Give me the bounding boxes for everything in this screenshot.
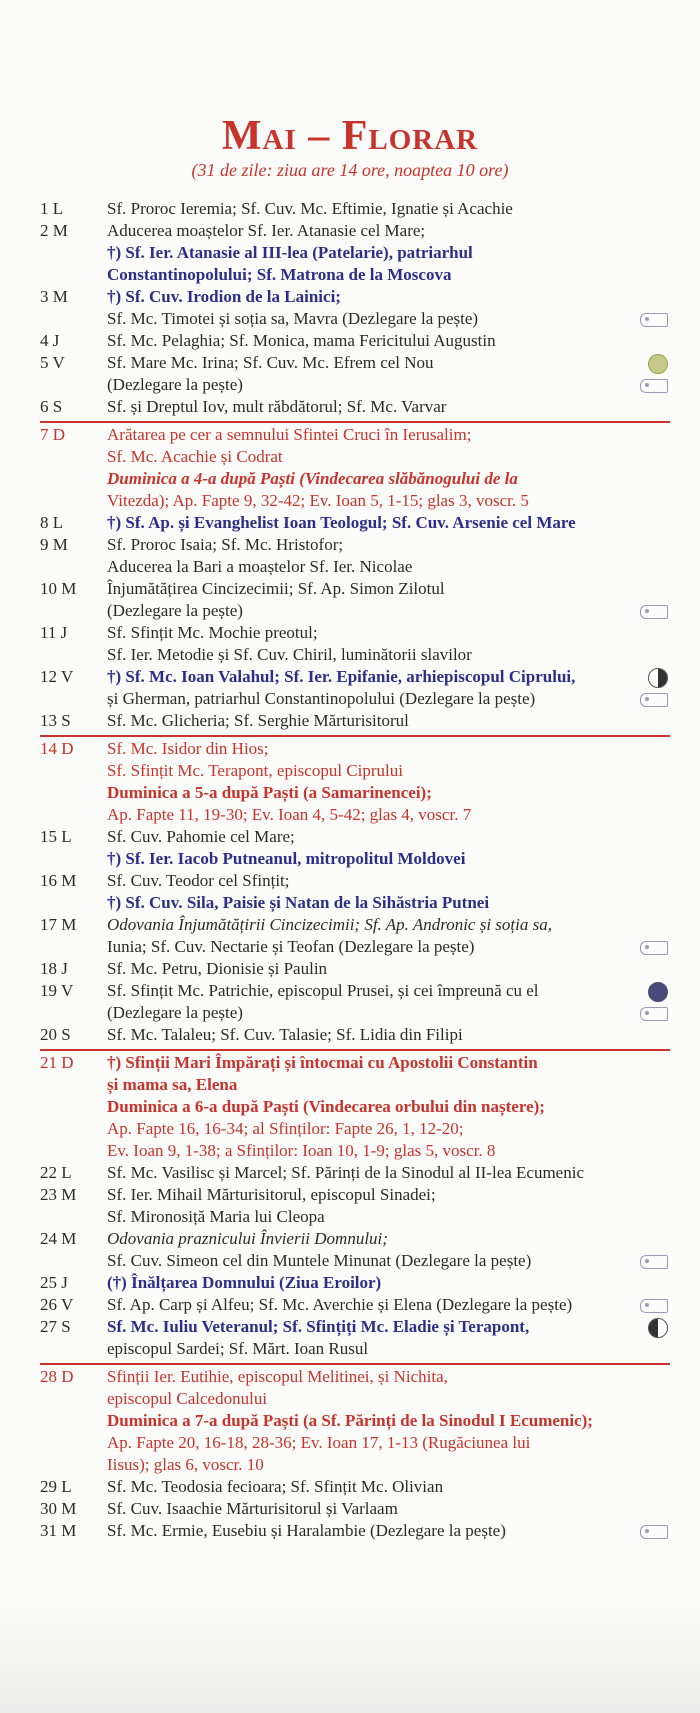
day-label: 31 M	[40, 1521, 77, 1540]
day-entries	[107, 1184, 670, 1228]
day-row	[40, 1184, 670, 1228]
day-label: 14 D	[40, 739, 74, 758]
entry-line: (Dezlegare la pește)	[107, 375, 243, 394]
entry-line: Sf. Mc. Timotei și soția sa, Mavra (Dezlegare la pește)	[107, 309, 479, 328]
day-entries	[107, 286, 670, 330]
entry-line: Sf. Mc. Ermie, Eusebiu și Haralambie (Dezlegare la pește)	[107, 1521, 506, 1540]
entry-line: Sf. Mironosiță Maria lui Cleopa	[107, 1207, 325, 1226]
entry-line: Constantinopolului; Sf. Matrona de la Moscova	[107, 265, 452, 284]
day-label: 27 S	[40, 1317, 71, 1336]
day-row	[40, 421, 670, 512]
day-label: 19 V	[40, 981, 74, 1000]
day-row	[40, 330, 670, 352]
entry-line: Sf. Cuv. Simeon cel din Muntele Minunat (Dezlegare la pește)	[107, 1251, 532, 1270]
entry-line: Sf. Mc. Isidor din Hios;	[107, 739, 269, 758]
day-entries	[107, 914, 670, 958]
entry-line: Sf. Mc. Teodosia fecioara; Sf. Sfințit Mc. Olivian	[107, 1477, 444, 1496]
fish-icon	[640, 1299, 668, 1313]
day-label: 21 D	[40, 1053, 74, 1072]
page-title: Mai – Florar	[221, 113, 479, 159]
page-bottom-shadow	[0, 1600, 700, 1713]
day-label: 28 D	[40, 1367, 74, 1386]
day-row	[40, 958, 670, 980]
entry-line: †) Sf. Ier. Iacob Putneanul, mitropolitul Moldovei	[107, 849, 466, 868]
entry-line: (Dezlegare la pește)	[107, 601, 243, 620]
day-entries	[107, 1366, 670, 1476]
day-row	[40, 735, 670, 826]
day-label: 5 V	[40, 353, 65, 372]
entry-line: Aducerea moaștelor Sf. Ier. Atanasie cel Mare;	[107, 221, 426, 240]
fish-icon	[640, 313, 668, 327]
day-entries	[107, 622, 670, 666]
entry-line: Duminica a 4-a după Paști (Vindecarea slăbănogului de la	[107, 469, 518, 488]
day-row	[40, 1272, 670, 1294]
entry-line: Arătarea pe cer a semnului Sfintei Cruci în Ierusalim;	[107, 425, 472, 444]
entry-line: Duminica a 7-a după Paști (a Sf. Părinți de la Sinodul I Ecumenic);	[107, 1411, 593, 1430]
fish-icon	[640, 1255, 668, 1269]
entry-line: Ev. Ioan 9, 1-38; a Sfinților: Ioan 10, 1-9; glas 5, voscr. 8	[107, 1141, 496, 1160]
entry-line: (†) Înălțarea Domnului (Ziua Eroilor)	[107, 1273, 382, 1292]
day-entries	[107, 198, 670, 220]
day-entries	[107, 1498, 670, 1520]
day-label: 22 L	[40, 1163, 72, 1182]
day-label: 20 S	[40, 1025, 71, 1044]
day-label: 26 V	[40, 1295, 74, 1314]
entry-line: Ap. Fapte 11, 19-30; Ev. Ioan 4, 5-42; glas 4, voscr. 7	[107, 805, 472, 824]
entry-line: Iunia; Sf. Cuv. Nectarie și Teofan (Dezlegare la pește)	[107, 937, 475, 956]
day-label: 25 J	[40, 1273, 68, 1292]
entry-line: Odovania Înjumătățirii Cincizecimii; Sf. Ap. Andronic și soția sa,	[107, 915, 552, 934]
day-row	[40, 1316, 670, 1360]
day-row	[40, 914, 670, 958]
day-row	[40, 980, 670, 1024]
entry-line: Înjumătățirea Cincizecimii; Sf. Ap. Simon Zilotul	[107, 579, 445, 598]
day-label: 13 S	[40, 711, 71, 730]
day-label: 9 M	[40, 535, 68, 554]
entry-line: Aducerea la Bari a moaștelor Sf. Ier. Nicolae	[107, 557, 413, 576]
day-row	[40, 1162, 670, 1184]
day-entries	[107, 1024, 670, 1046]
day-entries	[107, 578, 670, 622]
day-entries	[107, 870, 670, 914]
day-entries	[107, 738, 670, 826]
moon-new-icon	[648, 354, 668, 374]
entry-line: Sf. Mc. Iuliu Veteranul; Sf. Sfințiți Mc. Eladie și Terapont,	[107, 1317, 530, 1336]
fish-icon	[640, 1525, 668, 1539]
day-label: 4 J	[40, 331, 60, 350]
fish-icon	[640, 941, 668, 955]
entry-line: Ap. Fapte 20, 16-18, 28-36; Ev. Ioan 17, 1-13 (Rugăciunea lui	[107, 1433, 531, 1452]
day-label: 2 M	[40, 221, 68, 240]
day-label: 11 J	[40, 623, 68, 642]
entry-line: Sf. Proroc Ieremia; Sf. Cuv. Mc. Eftimie, Ignatie și Acachie	[107, 199, 513, 218]
day-entries	[107, 396, 670, 418]
entry-line: Sf. și Dreptul Iov, mult răbdătorul; Sf. Mc. Varvar	[107, 397, 447, 416]
day-entries	[107, 958, 670, 980]
entry-line: †) Sf. Ap. și Evanghelist Ioan Teologul; Sf. Cuv. Arsenie cel Mare	[107, 513, 576, 532]
day-entries	[107, 424, 670, 512]
day-entries	[107, 1520, 670, 1542]
day-row	[40, 622, 670, 666]
day-label: 8 L	[40, 513, 64, 532]
day-label: 30 M	[40, 1499, 77, 1518]
page-subtitle: (31 de zile: ziua are 14 ore, noaptea 10 ore)	[191, 160, 509, 180]
day-label: 17 M	[40, 915, 77, 934]
day-entries	[107, 220, 670, 286]
day-label: 10 M	[40, 579, 77, 598]
day-row	[40, 710, 670, 732]
day-row	[40, 512, 670, 534]
day-entries	[107, 1052, 670, 1162]
moon-last-quarter-icon	[648, 1318, 668, 1338]
calendar-list	[40, 198, 670, 1542]
entry-line: †) Sf. Mc. Ioan Valahul; Sf. Ier. Epifanie, arhiepiscopul Ciprului,	[107, 667, 576, 686]
day-label: 18 J	[40, 959, 68, 978]
entry-line: Sf. Cuv. Isaachie Mărturisitorul și Varlaam	[107, 1499, 398, 1518]
day-row	[40, 1024, 670, 1046]
day-row	[40, 198, 670, 220]
entry-line: Sfinții Ier. Eutihie, episcopul Melitinei, și Nichita,	[107, 1367, 448, 1386]
day-row	[40, 1294, 670, 1316]
day-label: 24 M	[40, 1229, 77, 1248]
day-row	[40, 1228, 670, 1272]
day-label: 16 M	[40, 871, 77, 890]
entry-line: Sf. Mc. Vasilisc și Marcel; Sf. Părinți de la Sinodul al II-lea Ecumenic	[107, 1163, 584, 1182]
entry-line: Odovania praznicului Învierii Domnului;	[107, 1229, 388, 1248]
day-entries	[107, 352, 670, 396]
entry-line: Sf. Mare Mc. Irina; Sf. Cuv. Mc. Efrem cel Nou	[107, 353, 434, 372]
day-entries	[107, 1228, 670, 1272]
day-label: 3 M	[40, 287, 68, 306]
entry-line: episcopul Calcedonului	[107, 1389, 268, 1408]
fish-icon	[640, 605, 668, 619]
day-label: 12 V	[40, 667, 74, 686]
day-label: 29 L	[40, 1477, 72, 1496]
entry-line: Sf. Ap. Carp și Alfeu; Sf. Mc. Averchie și Elena (Dezlegare la pește)	[107, 1295, 573, 1314]
entry-line: Sf. Mc. Acachie și Codrat	[107, 447, 283, 466]
entry-line: Duminica a 5-a după Paști (a Samarinencei);	[107, 783, 432, 802]
day-row	[40, 1520, 670, 1542]
day-label: 23 M	[40, 1185, 77, 1204]
entry-line: și mama sa, Elena	[107, 1075, 238, 1094]
entry-line: Sf. Cuv. Pahomie cel Mare;	[107, 827, 295, 846]
moon-full-icon	[648, 982, 668, 1002]
day-row	[40, 826, 670, 870]
day-entries	[107, 826, 670, 870]
entry-line: Sf. Ier. Metodie și Sf. Cuv. Chiril, luminătorii slavilor	[107, 645, 472, 664]
day-row	[40, 1049, 670, 1162]
day-row	[40, 1498, 670, 1520]
day-row	[40, 578, 670, 622]
day-label: 1 L	[40, 199, 64, 218]
entry-line: Sf. Proroc Isaia; Sf. Mc. Hristofor;	[107, 535, 344, 554]
day-label: 7 D	[40, 425, 66, 444]
day-entries	[107, 1316, 670, 1360]
day-row	[40, 1476, 670, 1498]
entry-line: episcopul Sardei; Sf. Mărt. Ioan Rusul	[107, 1339, 369, 1358]
entry-line: Sf. Ier. Mihail Mărturisitorul, episcopul Sinadei;	[107, 1185, 436, 1204]
day-entries	[107, 1476, 670, 1498]
day-row	[40, 396, 670, 418]
day-row	[40, 666, 670, 710]
day-label: 6 S	[40, 397, 63, 416]
day-row	[40, 534, 670, 578]
entry-line: Sf. Sfințit Mc. Patrichie, episcopul Prusei, și cei împreună cu el	[107, 981, 539, 1000]
day-entries	[107, 512, 670, 534]
day-entries	[107, 666, 670, 710]
entry-line: (Dezlegare la pește)	[107, 1003, 243, 1022]
entry-line: Sf. Cuv. Teodor cel Sfințit;	[107, 871, 290, 890]
entry-line: Sf. Sfințit Mc. Mochie preotul;	[107, 623, 318, 642]
entry-line: †) Sf. Cuv. Irodion de la Lainici;	[107, 287, 341, 306]
day-entries	[107, 1294, 670, 1316]
fish-icon	[640, 379, 668, 393]
day-entries	[107, 710, 670, 732]
entry-line: Sf. Mc. Glicheria; Sf. Serghie Mărturisitorul	[107, 711, 409, 730]
day-entries	[107, 1272, 670, 1294]
day-row	[40, 220, 670, 286]
entry-line: Duminica a 6-a după Paști (Vindecarea orbului din naștere);	[107, 1097, 545, 1116]
entry-line: și Gherman, patriarhul Constantinopolului (Dezlegare la pește)	[107, 689, 536, 708]
entry-line: †) Sf. Ier. Atanasie al III-lea (Patelarie), patriarhul	[107, 243, 473, 262]
day-entries	[107, 980, 670, 1024]
entry-line: Iisus); glas 6, voscr. 10	[107, 1455, 264, 1474]
moon-first-quarter-icon	[648, 668, 668, 688]
entry-line: Sf. Mc. Talaleu; Sf. Cuv. Talasie; Sf. Lidia din Filipi	[107, 1025, 463, 1044]
entry-line: Ap. Fapte 16, 16-34; al Sfinților: Fapte 26, 1, 12-20;	[107, 1119, 464, 1138]
entry-line: Vitezda); Ap. Fapte 9, 32-42; Ev. Ioan 5, 1-15; glas 3, voscr. 5	[107, 491, 529, 510]
day-row	[40, 286, 670, 330]
day-row	[40, 1363, 670, 1476]
day-entries	[107, 330, 670, 352]
entry-line: †) Sf. Cuv. Sila, Paisie și Natan de la Sihăstria Putnei	[107, 893, 490, 912]
day-entries	[107, 534, 670, 578]
fish-icon	[640, 693, 668, 707]
entry-line: Sf. Sfințit Mc. Terapont, episcopul Ciprului	[107, 761, 403, 780]
day-row	[40, 352, 670, 396]
day-entries	[107, 1162, 670, 1184]
entry-line: Sf. Mc. Pelaghia; Sf. Monica, mama Fericitului Augustin	[107, 331, 496, 350]
entry-line: Sf. Mc. Petru, Dionisie și Paulin	[107, 959, 328, 978]
day-row	[40, 870, 670, 914]
entry-line: †) Sfinții Mari Împărați și întocmai cu Apostolii Constantin	[107, 1053, 538, 1072]
day-label: 15 L	[40, 827, 72, 846]
fish-icon	[640, 1007, 668, 1021]
